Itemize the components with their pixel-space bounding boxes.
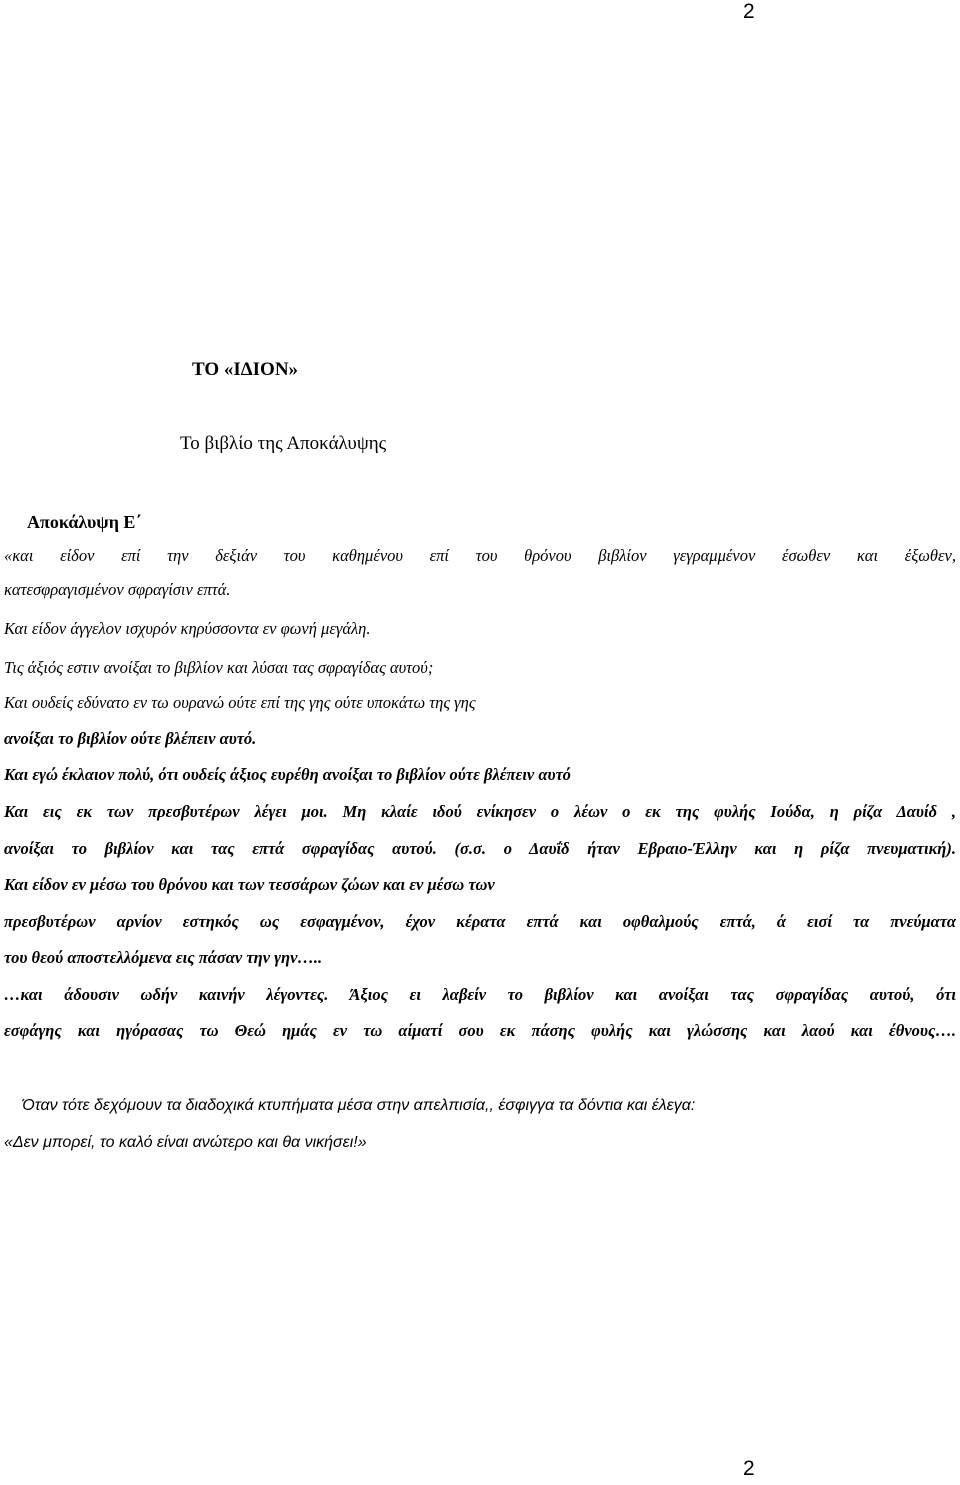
scripture-line-4: Τις άξιός εστιν ανοίξαι το βιβλίον και λύσαι τας σφραγίδας αυτού;: [4, 658, 434, 677]
scripture-line-7: Και εγώ έκλαιον πολύ, ότι ουδείς άξιος ευρέθη ανοίξαι το βιβλίον ούτε βλέπειν αυτό: [4, 765, 571, 784]
scripture-line-8: Και εις εκ των πρεσβυτέρων λέγει μοι. Μη κλαίε ιδού ενίκησεν ο λέων ο εκ της φυλής Ιούδα, η ρίζα Δαυίδ ,: [4, 802, 956, 821]
scripture-line-1: «και είδον επί την δεξιάν του καθημένου επί του θρόνου βιβλίον γεγραμμένον έσωθεν και έξωθεν,: [4, 546, 956, 565]
closing-line-2: «Δεν μπορεί, το καλό είναι ανώτερο και θα νικήσει!»: [4, 1134, 367, 1151]
scripture-line-2: κατεσφραγισμένον σφραγίσιν επτά.: [4, 580, 231, 599]
scripture-line-9: ανοίξαι το βιβλίον και τας επτά σφραγίδας αυτού. (σ.σ. ο Δαυΐδ ήταν Εβραιο-Έλλην και η ρίζα πνευματική).: [4, 839, 956, 858]
scripture-line-3: Και είδον άγγελον ισχυρόν κηρύσσοντα εν φωνή μεγάλη.: [4, 619, 371, 638]
chapter-heading: Αποκάλυψη Ε΄: [27, 512, 142, 532]
scripture-line-14: εσφάγης και ηγόρασας τω Θεώ ημάς εν τω αίματί σου εκ πάσης φυλής και γλώσσης και λαού και έθνους….: [4, 1021, 956, 1040]
scripture-line-5: Και ουδείς εδύνατο εν τω ουρανώ ούτε επί της γης ούτε υποκάτω της γης: [4, 693, 476, 712]
page-number-bottom: 2: [743, 1457, 755, 1480]
page-subtitle: Το βιβλίο της Αποκάλυψης: [180, 433, 387, 454]
scripture-line-6: ανοίξαι το βιβλίον ούτε βλέπειν αυτό.: [4, 729, 257, 748]
closing-line-1: Όταν τότε δεχόμουν τα διαδοχικά κτυπήματα μέσα στην απελπισία,, έσφιγγα τα δόντια και έλεγα:: [22, 1097, 696, 1114]
scripture-line-11: πρεσβυτέρων αρνίον εστηκός ως εσφαγμένον, έχον κέρατα επτά και οφθαλμούς επτά, ά εισί τα πνεύματα: [4, 912, 956, 931]
scripture-line-12: του θεού αποστελλόμενα εις πάσαν την γην…..: [4, 948, 323, 967]
page-title: ΤΟ «ΙΔΙΟΝ»: [192, 359, 299, 380]
page-number-top: 2: [743, 0, 755, 23]
scripture-line-10: Και είδον εν μέσω του θρόνου και των τεσσάρων ζώων και εν μέσω των: [4, 875, 495, 894]
scripture-line-13: …και άδουσιν ωδήν καινήν λέγοντες. Άξιος ει λαβείν το βιβλίον και ανοίξαι τας σφραγίδας αυτού, ότι: [4, 985, 956, 1004]
